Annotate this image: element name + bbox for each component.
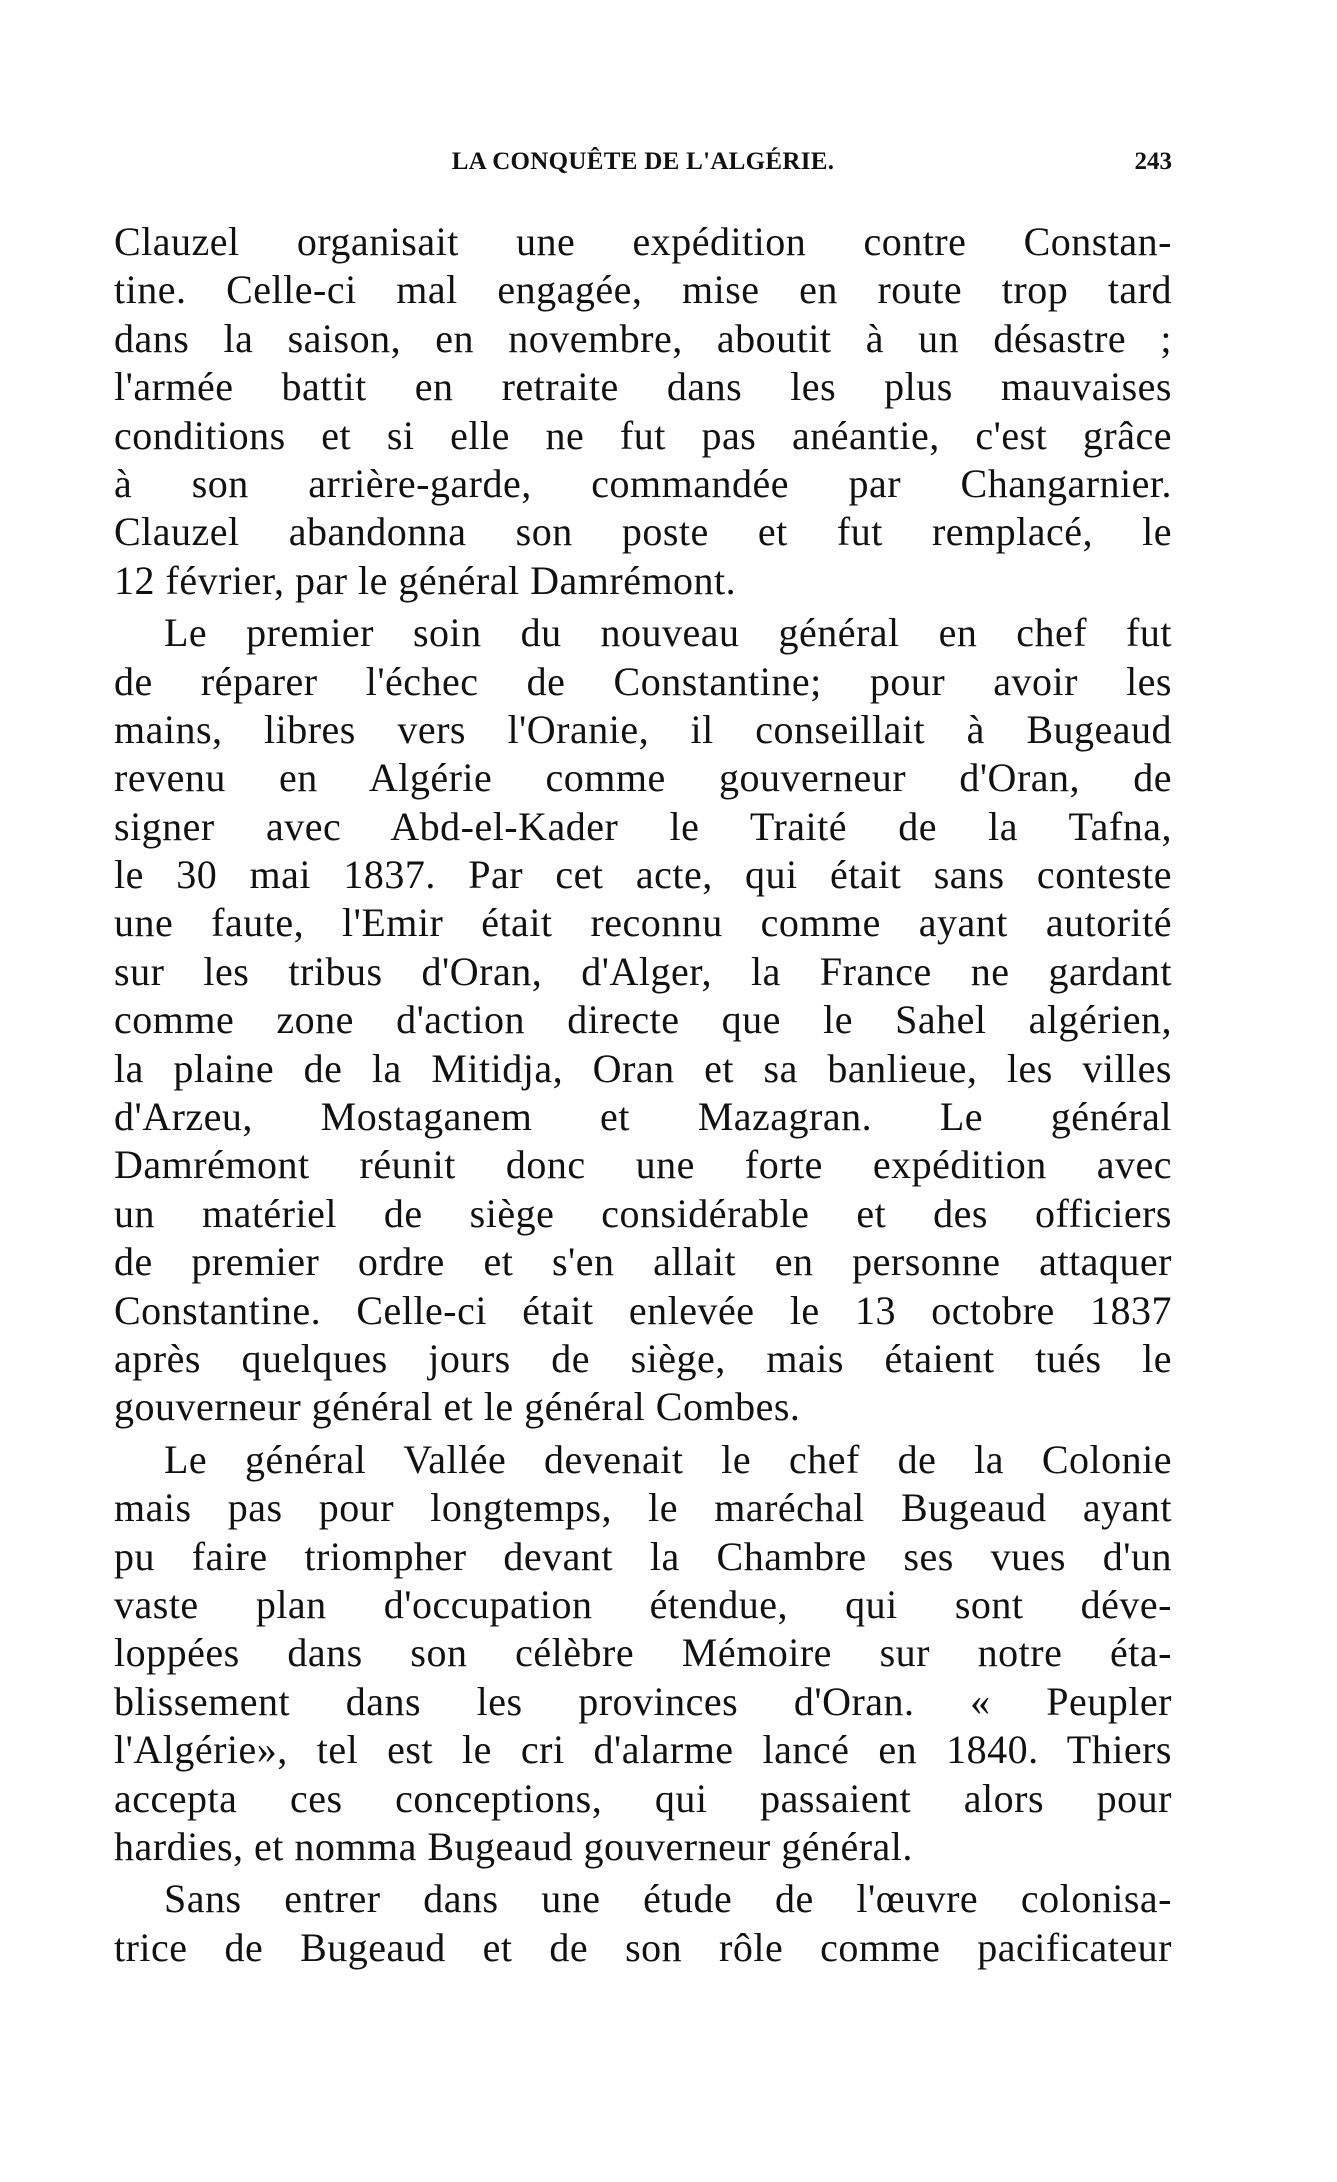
text-line: une faute, l'Emir était reconnu comme ayant autorité xyxy=(114,900,1172,946)
text-line: de réparer l'échec de Constantine; pour avoir les xyxy=(114,658,1172,704)
body-text xyxy=(114,218,1172,1972)
text-line: Clauzel abandonna son poste et fut remplacé, le xyxy=(114,509,1172,555)
text-line: pu faire triompher devant la Chambre ses vues d'un xyxy=(114,1533,1172,1579)
text-line: Damrémont réunit donc une forte expédition avec xyxy=(114,1142,1172,1188)
text-line: hardies, et nomma Bugeaud gouverneur général. xyxy=(114,1823,913,1869)
text-line: revenu en Algérie comme gouverneur d'Oran, de xyxy=(114,755,1172,801)
paragraph-2 xyxy=(114,609,1172,1432)
text-line: sur les tribus d'Oran, d'Alger, la France ne gardant xyxy=(114,948,1172,994)
text-line: l'armée battit en retraite dans les plus mauvaises xyxy=(114,364,1172,410)
text-line: après quelques jours de siège, mais étaient tués le xyxy=(114,1335,1172,1381)
text-line: 12 février, par le général Damrémont. xyxy=(114,557,737,603)
text-line: mais pas pour longtemps, le maréchal Bugeaud ayant xyxy=(114,1485,1172,1531)
text-line: Constantine. Celle-ci était enlevée le 13 octobre 1837 xyxy=(114,1287,1172,1333)
paragraph-3 xyxy=(114,1436,1172,1872)
page-number: 243 xyxy=(1134,148,1172,175)
text-line: dans la saison, en novembre, aboutit à un désastre ; xyxy=(114,315,1172,361)
paragraph-1 xyxy=(114,218,1172,605)
text-line: gouverneur général et le général Combes. xyxy=(114,1384,801,1430)
running-title: LA CONQUÊTE DE L'ALGÉRIE. xyxy=(451,148,835,175)
text-line: vaste plan d'occupation étendue, qui sont déve- xyxy=(114,1581,1172,1627)
text-line: un matériel de siège considérable et des officiers xyxy=(114,1190,1172,1236)
text-line: la plaine de la Mitidja, Oran et sa banlieue, les villes xyxy=(114,1045,1172,1091)
text-line: signer avec Abd-el-Kader le Traité de la Tafna, xyxy=(114,803,1172,849)
text-line: de premier ordre et s'en allait en personne attaquer xyxy=(114,1239,1172,1285)
text-line: blissement dans les provinces d'Oran. « Peupler xyxy=(114,1678,1172,1724)
text-line: tine. Celle-ci mal engagée, mise en route trop tard xyxy=(114,267,1172,313)
text-line: loppées dans son célèbre Mémoire sur notre éta- xyxy=(114,1630,1172,1676)
text-line: Le général Vallée devenait le chef de la Colonie xyxy=(164,1436,1172,1482)
text-line: l'Algérie», tel est le cri d'alarme lancé en 1840. Thiers xyxy=(114,1727,1172,1773)
text-line: d'Arzeu, Mostaganem et Mazagran. Le général xyxy=(114,1094,1172,1140)
text-line: conditions et si elle ne fut pas anéantie, c'est grâce xyxy=(114,412,1172,458)
text-line: Sans entrer dans une étude de l'œuvre colonisa- xyxy=(164,1876,1172,1922)
text-line: Clauzel organisait une expédition contre Constan- xyxy=(114,219,1172,264)
text-line: trice de Bugeaud et de son rôle comme pacificateur xyxy=(114,1924,1172,1970)
text-line: Le premier soin du nouveau général en chef fut xyxy=(164,610,1172,656)
text-line: mains, libres vers l'Oranie, il conseillait à Bugeaud xyxy=(114,706,1172,752)
text-line: accepta ces conceptions, qui passaient alors pour xyxy=(114,1775,1172,1821)
text-line: comme zone d'action directe que le Sahel algérien, xyxy=(114,997,1172,1043)
paragraph-4 xyxy=(114,1875,1172,1972)
page-header xyxy=(114,148,1172,184)
text-line: à son arrière-garde, commandée par Changarnier. xyxy=(114,460,1172,506)
text-line: le 30 mai 1837. Par cet acte, qui était sans conteste xyxy=(114,852,1172,898)
